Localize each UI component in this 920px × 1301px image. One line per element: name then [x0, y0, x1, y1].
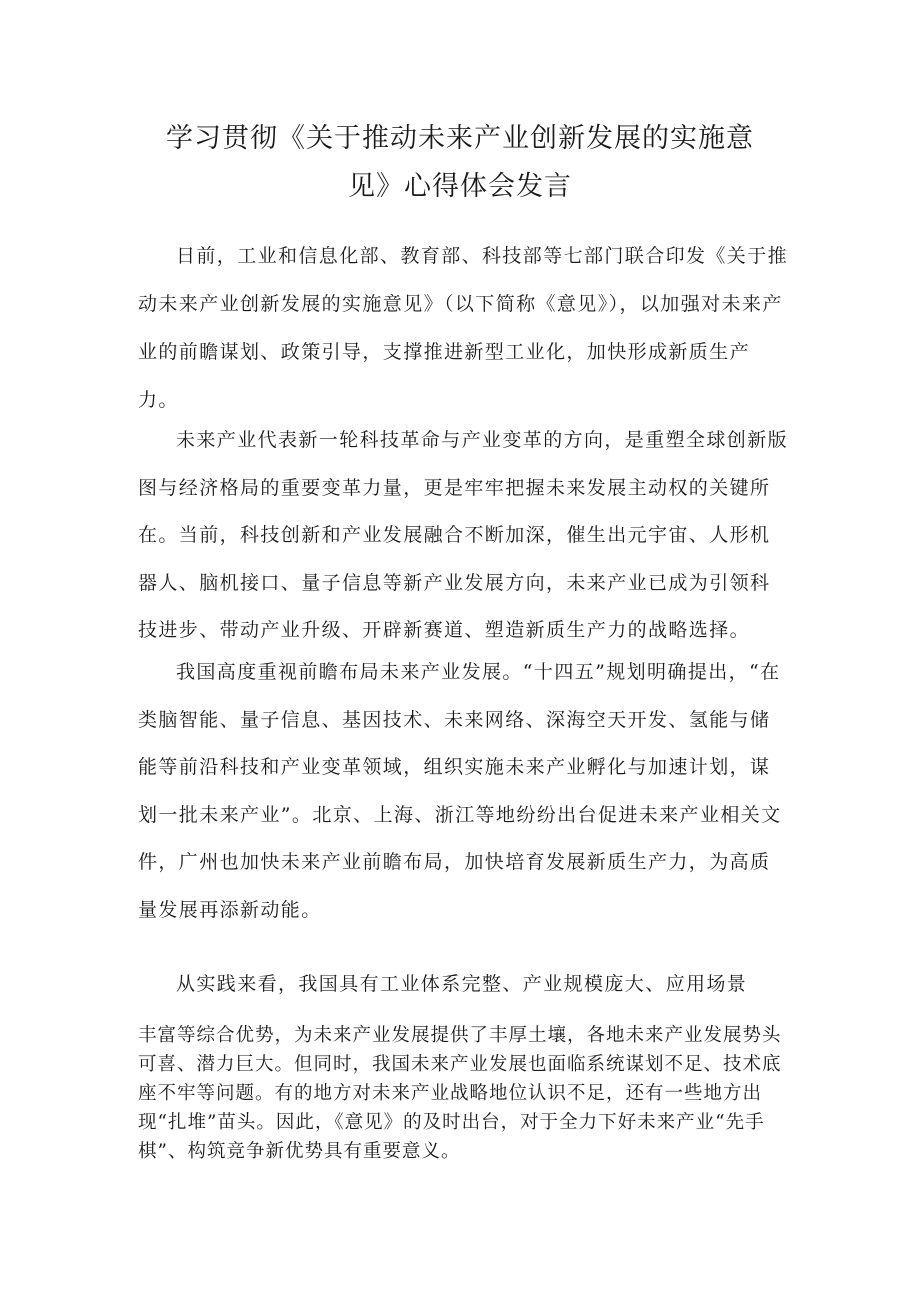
paragraph-3: 我国高度重视前瞻布局未来产业发展。“十四五”规划明确提出，“在类脑智能、量子信息、基因技术、未来网络、深海空天开发、氢能与储能等前沿科技和产业变革领域，组织实施未来产业孵化与加速计划，谋划一批未来产业”。北京、上海、浙江等地纷纷出台促进未来产业相关文件，广州也加快未来产业前瞻布局，加快培育发展新质生产力，为高质量发展再添新动能。: [138, 661, 782, 921]
paragraph-1: 日前，工业和信息化部、教育部、科技部等七部门联合印发《关于推动未来产业创新发展的实施意见》（以下简称《意见》），以加强对未来产业的前瞻谋划、政策引导，支撑推进新型工业化，加快形成新质生产力。: [138, 245, 789, 411]
paragraph-4-continuation: 丰富等综合优势，为未来产业发展提供了丰厚土壤，各地未来产业发展势头可喜、潜力巨大。但同时，我国未来产业发展也面临系统谋划不足、技术底座不牢等问题。有的地方对未来产业战略地位认识不足，还有一些地方出现“扎堆”苗头。因此，《意见》的及时出台，对于全力下好未来产业“先手棋”、构筑竞争新优势具有重要意义。: [138, 1025, 782, 1162]
document-title-line-1: 学习贯彻《关于推动未来产业创新发展的实施意: [166, 123, 754, 154]
paragraph-4-first-line: 从实践来看，我国具有工业体系完整、产业规模庞大、应用场景: [176, 973, 748, 995]
paragraph-2: 未来产业代表新一轮科技革命与产业变革的方向，是重塑全球创新版图与经济格局的重要变革力量，更是牢牢把握未来发展主动权的关键所在。当前，科技创新和产业发展融合不断加深，催生出元宇宙、人形机器人、脑机接口、量子信息等新产业发展方向，未来产业已成为引领科技进步、带动产业升级、开辟新赛道、塑造新质生产力的战略选择。: [138, 429, 789, 641]
document-title-line-2: 见》心得体会发言: [348, 171, 572, 202]
